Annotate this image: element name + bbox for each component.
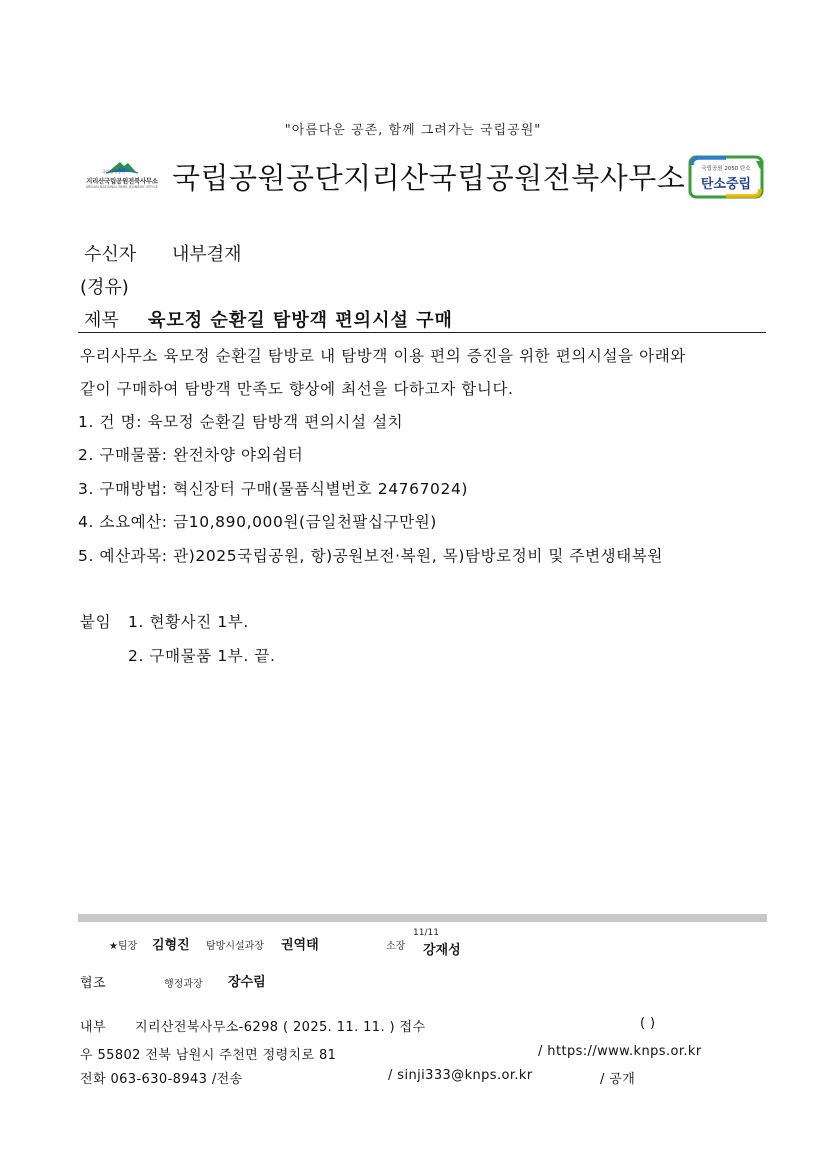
attachment-item-2: 2. 구매물품 1부. 끝. [128, 647, 276, 665]
approval-divider-bar [78, 914, 767, 922]
cooperation-label: 협조 [80, 976, 106, 991]
team-leader-title: ★팀장 [109, 941, 138, 952]
body-line-2: 같이 구매하여 탐방객 만족도 향상에 최선을 다하고자 합니다. [80, 380, 514, 398]
receipt-paren: ( ) [640, 1016, 656, 1031]
body-item-3: 3. 구매방법: 혁신장터 구매(물품식별번호 24767024) [78, 480, 469, 498]
logo-name-text: 지리산국립공원전북사무소 [86, 177, 158, 185]
facility-manager-signature: 권역태 [281, 938, 319, 953]
director-date: 11/11 [413, 928, 439, 938]
subject-value: 육모정 순환길 탐방객 편의시설 구매 [148, 310, 453, 331]
recipient-row [84, 240, 242, 266]
admin-manager-signature: 장수림 [228, 975, 266, 990]
logo-english-text: JIRISAN NATIONAL PARK JEONBUK OFFICE [85, 185, 159, 189]
phone-fax: 전화 063-630-8943 /전송 [80, 1072, 243, 1087]
body-item-4: 4. 소요예산: 금10,890,000원(금일천팔십구만원) [78, 513, 437, 531]
slogan: "아름다운 공존, 함께 그려가는 국립공원" [284, 123, 542, 138]
admin-manager-title: 행정과장 [164, 979, 203, 990]
subject-label: 제목 [84, 310, 119, 331]
subject-row [84, 306, 453, 332]
recipient-value: 내부결재 [172, 244, 242, 265]
knps-logo [84, 160, 160, 196]
carbon-neutral-logo [688, 155, 764, 199]
disclosure-status: / 공개 [600, 1072, 636, 1087]
postal-address: 우 55802 전북 남원시 주천면 정령치로 81 [80, 1048, 337, 1063]
body-item-5: 5. 예산과목: 관)2025국립공원, 항)공원보전·복원, 목)탐방로정비 및 주변생태복원 [78, 547, 663, 565]
email-link[interactable]: / sinji333@knps.or.kr [388, 1068, 533, 1083]
website-link[interactable]: / https://www.knps.or.kr [538, 1044, 702, 1059]
via-label: (경유) [80, 277, 129, 298]
director-title: 소장 [386, 941, 406, 952]
doc-type: 내부 [80, 1020, 106, 1035]
subject-divider [78, 332, 766, 333]
logo-small-text: 국립공원공단 [102, 169, 126, 174]
body-item-1: 1. 건 명: 육모정 순환길 탐방객 편의시설 설치 [78, 413, 404, 431]
team-leader-signature: 김형진 [152, 938, 190, 953]
carbon-neutral-caption: 국립공원 2050 탄소 [701, 166, 751, 172]
organization-title: 국립공원공단지리산국립공원전북사무소 [172, 161, 686, 195]
facility-manager-title: 탐방시설과장 [206, 941, 264, 952]
body-item-2: 2. 구매물품: 완전차양 야외쉼터 [78, 446, 304, 464]
director-signature: 강재성 [423, 943, 461, 958]
doc-number: 지리산전북사무소-6298 ( 2025. 11. 11. ) 접수 [135, 1020, 426, 1035]
attachment-label: 붙임 [80, 613, 112, 631]
body-line-1: 우리사무소 육모정 순환길 탐방로 내 탐방객 이용 편의 증진을 위한 편의시설을 아래와 [80, 347, 686, 365]
recipient-label: 수신자 [84, 244, 137, 265]
carbon-neutral-text: 탄소중립 [700, 177, 752, 192]
attachment-item-1: 1. 현황사진 1부. [128, 613, 249, 631]
